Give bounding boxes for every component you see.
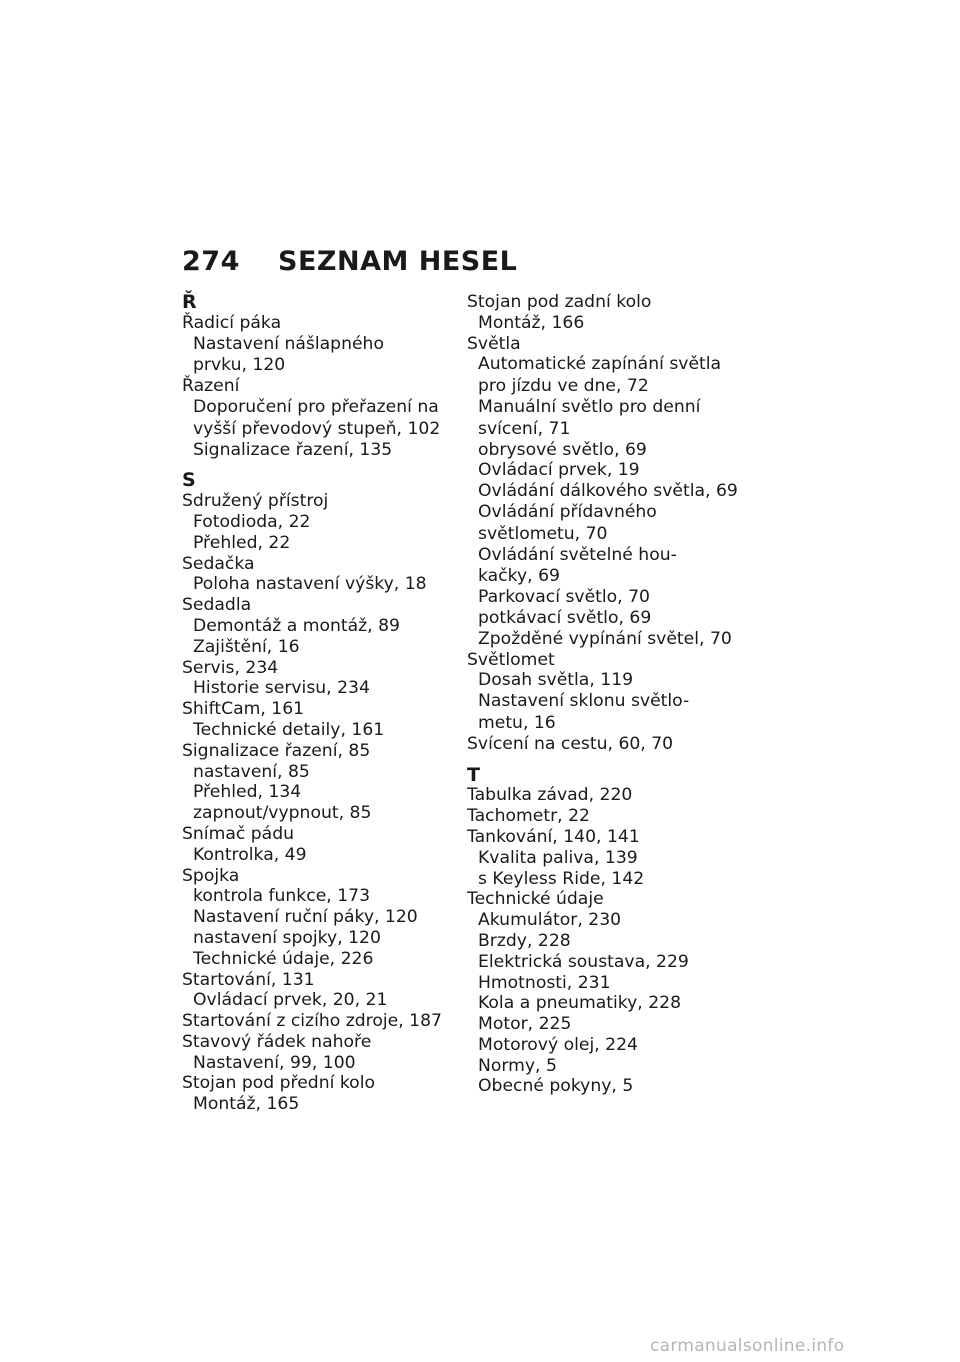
- index-subentry: Fotodioda, 22: [193, 511, 311, 532]
- index-entry: Startování, 131: [182, 969, 315, 990]
- index-subentry: Technické údaje, 226: [193, 948, 374, 969]
- index-subentry: Montáž, 165: [193, 1094, 300, 1115]
- index-entry: Startování z cizího zdroje, 187: [182, 1011, 442, 1032]
- index-entry: Tankování, 140, 141: [467, 826, 640, 847]
- index-subentry: Ovládání přídavného: [478, 501, 657, 522]
- index-subentry: Kvalita paliva, 139: [478, 847, 638, 868]
- index-subentry: Nastavení sklonu světlo-: [478, 691, 690, 712]
- index-subentry: Brzdy, 228: [478, 930, 571, 951]
- index-subentry-continuation: světlometu, 70: [478, 523, 608, 544]
- index-subentry: Přehled, 134: [193, 782, 302, 803]
- index-entry: Snímač pádu: [182, 823, 295, 844]
- index-subentry-continuation: vyšší převodový stupeň, 102: [193, 418, 441, 439]
- index-subentry: Ovládací prvek, 19: [478, 460, 640, 481]
- index-subentry: Montáž, 166: [478, 312, 585, 333]
- index-entry: Tabulka závad, 220: [467, 785, 633, 806]
- index-subentry: Ovládací prvek, 20, 21: [193, 990, 388, 1011]
- index-subentry: nastavení, 85: [193, 761, 310, 782]
- index-entry: Stavový řádek nahoře: [182, 1031, 372, 1052]
- index-entry: Svícení na cestu, 60, 70: [467, 733, 674, 754]
- index-subentry: Poloha nastavení výšky, 18: [193, 574, 427, 595]
- index-column-right: [467, 292, 747, 1097]
- index-subentry: Automatické zapínání světla: [478, 354, 722, 375]
- section-gap: [467, 755, 747, 765]
- section-letter: S: [182, 469, 196, 492]
- index-subentry: Historie servisu, 234: [193, 678, 370, 699]
- index-subentry: Signalizace řazení, 135: [193, 439, 393, 460]
- index-subentry: potkávací světlo, 69: [478, 607, 652, 628]
- index-subentry-continuation: kačky, 69: [478, 566, 560, 587]
- index-subentry: kontrola funkce, 173: [193, 886, 371, 907]
- watermark: carmanualsonline.info: [650, 1336, 845, 1356]
- index-subentry: Zpožděné vypínání světel, 70: [478, 628, 732, 649]
- index-subentry-continuation: svícení, 71: [478, 418, 571, 439]
- index-subentry-continuation: prvku, 120: [193, 355, 286, 376]
- index-entry: Spojka: [182, 865, 240, 886]
- index-subentry: Přehled, 22: [193, 532, 291, 553]
- index-entry: ShiftCam, 161: [182, 699, 305, 720]
- index-entry: Technické údaje: [467, 889, 604, 910]
- index-subentry-continuation: pro jízdu ve dne, 72: [478, 376, 649, 397]
- index-subentry: Elektrická soustava, 229: [478, 951, 689, 972]
- index-entry: Světla: [467, 333, 521, 354]
- section-letter: T: [467, 763, 480, 786]
- index-subentry-continuation: metu, 16: [478, 712, 556, 733]
- index-subentry: Manuální světlo pro denní: [478, 396, 701, 417]
- index-entry: Signalizace řazení, 85: [182, 740, 371, 761]
- index-subentry: Technické detaily, 161: [193, 719, 385, 740]
- page-title: SEZNAM HESEL: [278, 246, 518, 277]
- index-subentry: Doporučení pro přeřazení na: [193, 396, 439, 417]
- section-letter: Ř: [182, 291, 197, 313]
- index-subentry: Motorový olej, 224: [478, 1034, 638, 1055]
- page-header: [182, 246, 517, 277]
- section-gap: [182, 460, 457, 470]
- index-subentry: zapnout/vypnout, 85: [193, 803, 372, 824]
- index-subentry: Nastavení nášlapného: [193, 333, 384, 354]
- index-column-left: [182, 292, 457, 1115]
- index-entry: Tachometr, 22: [467, 806, 590, 827]
- index-subentry: Ovládání dálkového světla, 69: [478, 481, 738, 502]
- index-subentry: Kontrolka, 49: [193, 844, 307, 865]
- index-entry: Servis, 234: [182, 657, 279, 678]
- index-subentry: Ovládání světelné hou-: [478, 544, 677, 565]
- index-entry: Řazení: [182, 376, 240, 397]
- index-entry: Sdružený přístroj: [182, 491, 329, 512]
- index-subentry: nastavení spojky, 120: [193, 927, 381, 948]
- index-subentry: Normy, 5: [478, 1055, 557, 1076]
- index-subentry: Zajištění, 16: [193, 636, 300, 657]
- index-entry: Sedačka: [182, 553, 255, 574]
- index-subentry: Kola a pneumatiky, 228: [478, 993, 682, 1014]
- index-subentry: Hmotnosti, 231: [478, 972, 611, 993]
- index-subentry: Parkovací světlo, 70: [478, 587, 650, 608]
- page-number: 274: [182, 246, 240, 277]
- index-subentry: Dosah světla, 119: [478, 670, 634, 691]
- index-subentry: Obecné pokyny, 5: [478, 1076, 634, 1097]
- index-entry: Řadicí páka: [182, 312, 282, 333]
- index-subentry: Nastavení, 99, 100: [193, 1052, 356, 1073]
- index-subentry: Akumulátor, 230: [478, 910, 622, 931]
- index-subentry: Nastavení ruční páky, 120: [193, 907, 418, 928]
- index-subentry: Motor, 225: [478, 1014, 572, 1035]
- index-entry: Sedadla: [182, 595, 252, 616]
- index-subentry: obrysové světlo, 69: [478, 439, 647, 460]
- index-entry: Stojan pod přední kolo: [182, 1073, 375, 1094]
- index-entry: Stojan pod zadní kolo: [467, 292, 652, 312]
- index-subentry: Demontáž a montáž, 89: [193, 615, 400, 636]
- index-entry: Světlomet: [467, 649, 555, 670]
- index-subentry: s Keyless Ride, 142: [478, 868, 645, 889]
